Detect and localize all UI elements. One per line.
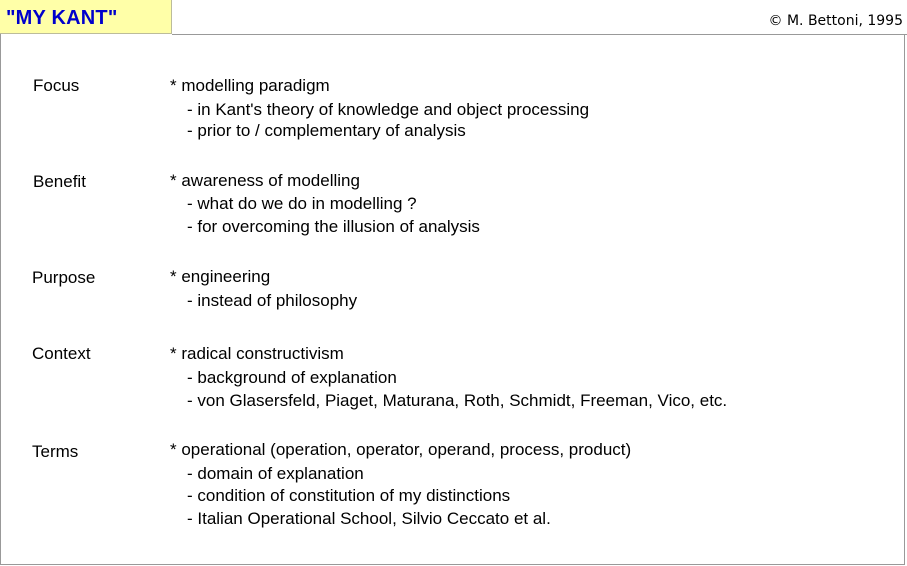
section-label: Purpose: [32, 268, 96, 287]
section-subpoint: - domain of explanation: [187, 464, 364, 483]
title-box: [0, 0, 172, 34]
frame-top-border: [172, 34, 907, 35]
section-subpoint: - von Glasersfeld, Piaget, Maturana, Roth, Schmidt, Freeman, Vico, etc.: [187, 391, 728, 410]
section-subpoint: - Italian Operational School, Silvio Ceccato et al.: [187, 509, 551, 528]
section-point: * engineering: [170, 267, 271, 286]
section-point: * radical constructivism: [170, 344, 344, 363]
page-title: "MY KANT": [6, 7, 118, 29]
section-subpoint: - background of explanation: [187, 368, 397, 387]
section-point: * modelling paradigm: [170, 76, 330, 95]
section-subpoint: - in Kant's theory of knowledge and object processing: [187, 100, 590, 119]
section-point: * awareness of modelling: [170, 171, 360, 190]
section-subpoint: - prior to / complementary of analysis: [187, 121, 466, 140]
section-subpoint: - condition of constitution of my distinctions: [187, 486, 511, 505]
section-subpoint: - what do we do in modelling ?: [187, 194, 417, 213]
section-label: Terms: [32, 442, 79, 461]
copyright-credit: © M. Bettoni, 1995: [768, 13, 903, 29]
section-label: Focus: [33, 76, 80, 95]
section-subpoint: - instead of philosophy: [187, 291, 358, 310]
section-label: Benefit: [33, 172, 86, 191]
section-point: * operational (operation, operator, operand, process, product): [170, 440, 632, 459]
section-label: Context: [32, 344, 91, 363]
section-subpoint: - for overcoming the illusion of analysis: [187, 217, 480, 236]
